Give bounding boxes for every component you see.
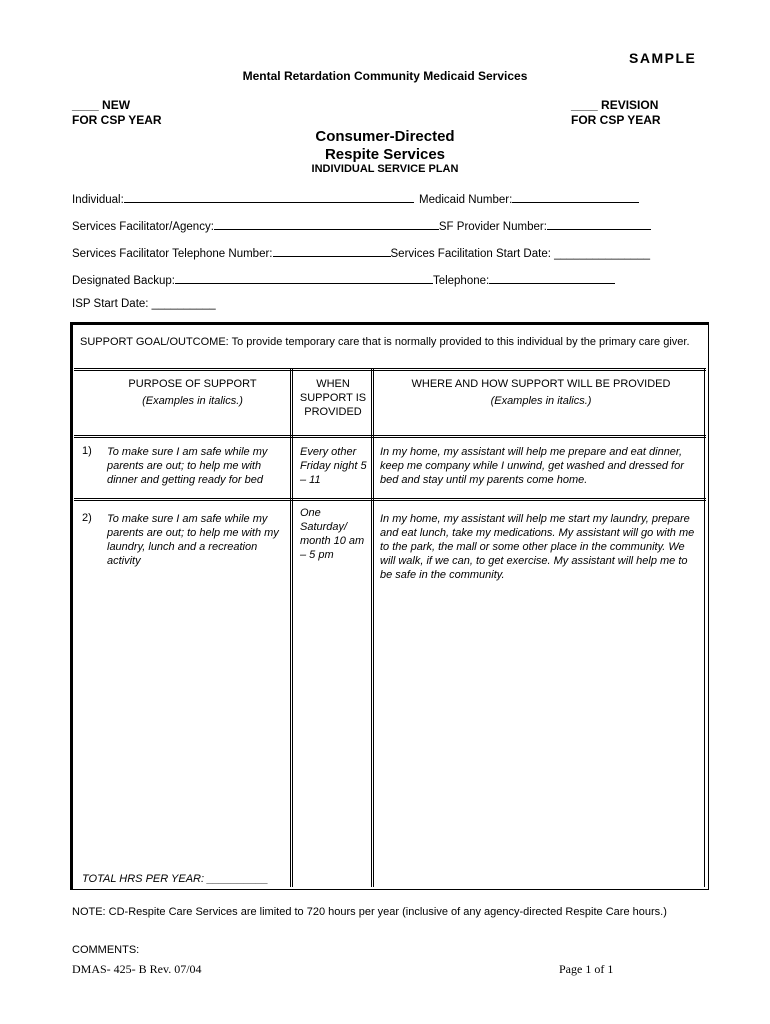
support-goal: SUPPORT GOAL/OUTCOME: To provide temporary care that is normally provided to this individual by the primary care giver.: [80, 336, 690, 348]
telephone-line[interactable]: [489, 271, 615, 284]
medicaid-number-field: [419, 190, 639, 206]
column-divider-2: [371, 369, 372, 887]
title-line-2: Respite Services: [324, 146, 446, 163]
document-subtitle: INDIVIDUAL SERVICE PLAN: [311, 163, 459, 175]
revision-csp-year: [571, 98, 661, 128]
designated-backup-line[interactable]: [175, 271, 433, 284]
facilitator-agency-label: Services Facilitator/Agency:: [72, 221, 214, 233]
medicaid-number-line[interactable]: [512, 190, 639, 203]
header-bottom-rule: [74, 435, 706, 436]
row-2-number: 2): [82, 512, 92, 524]
revision-label: ____ REVISION: [571, 98, 659, 112]
row-2-purpose: To make sure I am safe while my parents are out; to help me with my laundry, lunch and a recreation activity: [107, 513, 279, 567]
row-2-where-how: In my home, my assistant will help me start my laundry, prepare and eat lunch, take my medications. My assistant will go with me to the park, the mall or some other place in the community. We will walk, if we can, to get exercise. My assistant will help me to be safe in the community.: [380, 513, 695, 581]
column-divider-2b: [373, 369, 374, 887]
row-divider: [74, 498, 706, 499]
individual-line[interactable]: [124, 190, 414, 203]
sf-provider-number-label: SF Provider Number:: [438, 221, 547, 233]
document-title: [0, 128, 770, 164]
telephone-label: Telephone:: [432, 275, 490, 287]
where-how-header-note: (Examples in italics.): [490, 395, 592, 407]
facilitator-phone-field: [72, 244, 650, 260]
sf-provider-number-line[interactable]: [547, 217, 651, 230]
comments-label: COMMENTS:: [72, 944, 140, 956]
when-header: WHEN SUPPORT IS PROVIDED: [299, 378, 367, 418]
facilitator-phone-label: Services Facilitator Telephone Number:: [72, 248, 273, 260]
facilitator-agency-field: [72, 217, 651, 233]
row-divider-2: [74, 500, 706, 501]
where-how-header: [378, 377, 704, 408]
right-border: [704, 369, 705, 887]
row-1-number: 1): [82, 445, 92, 457]
total-hours-per-year: TOTAL HRS PER YEAR: __________: [82, 873, 269, 885]
page-number: Page 1 of 1: [559, 962, 614, 976]
purpose-header-note: (Examples in italics.): [142, 395, 243, 407]
new-csp-year: [72, 98, 162, 128]
facilitator-agency-line[interactable]: [214, 217, 439, 230]
where-how-header-label: WHERE AND HOW SUPPORT WILL BE PROVIDED: [411, 378, 671, 390]
column-divider-1b: [292, 369, 293, 887]
row-1-purpose: To make sure I am safe while my parents are out; to help me with dinner and getting ready for bed: [107, 446, 268, 486]
purpose-header: [95, 377, 290, 408]
sample-stamp: SAMPLE: [629, 50, 697, 66]
header-top-rule-2: [74, 370, 706, 371]
table-top-border: [70, 322, 708, 325]
table-left-border: [70, 322, 73, 889]
header-bottom-rule-2: [74, 437, 706, 438]
individual-field: [72, 190, 414, 206]
form-identifier: DMAS- 425- B Rev. 07/04: [72, 962, 202, 976]
facilitator-phone-line[interactable]: [273, 244, 391, 257]
new-label: ____ NEW: [72, 98, 131, 112]
agency-heading: Mental Retardation Community Medicaid Services: [242, 69, 528, 83]
facilitation-start-label: Services Facilitation Start Date: _______________: [390, 248, 651, 260]
designated-backup-label: Designated Backup:: [72, 275, 175, 287]
isp-start-field: ISP Start Date: __________: [72, 298, 216, 310]
medicaid-number-label: Medicaid Number:: [419, 194, 513, 206]
purpose-header-label: PURPOSE OF SUPPORT: [128, 378, 257, 390]
row-1-where-how: In my home, my assistant will help me prepare and eat dinner, keep me company while I unwind, get washed and dressed for bed and stay until my parents come home.: [380, 446, 684, 486]
header-top-rule: [74, 368, 706, 369]
row-1-when: Every other Friday night 5 – 11: [300, 446, 367, 486]
column-divider-1: [290, 369, 291, 887]
new-for-csp-year: FOR CSP YEAR: [72, 113, 162, 127]
revision-for-csp-year: FOR CSP YEAR: [571, 113, 661, 127]
row-2-when: One Saturday/ month 10 am – 5 pm: [300, 507, 365, 561]
note-text: NOTE: CD-Respite Care Services are limited to 720 hours per year (inclusive of any agency-directed Respite Care hours.): [72, 906, 667, 918]
designated-backup-field: [72, 271, 615, 287]
title-line-1: Consumer-Directed: [315, 128, 455, 145]
individual-label: Individual:: [72, 194, 124, 206]
